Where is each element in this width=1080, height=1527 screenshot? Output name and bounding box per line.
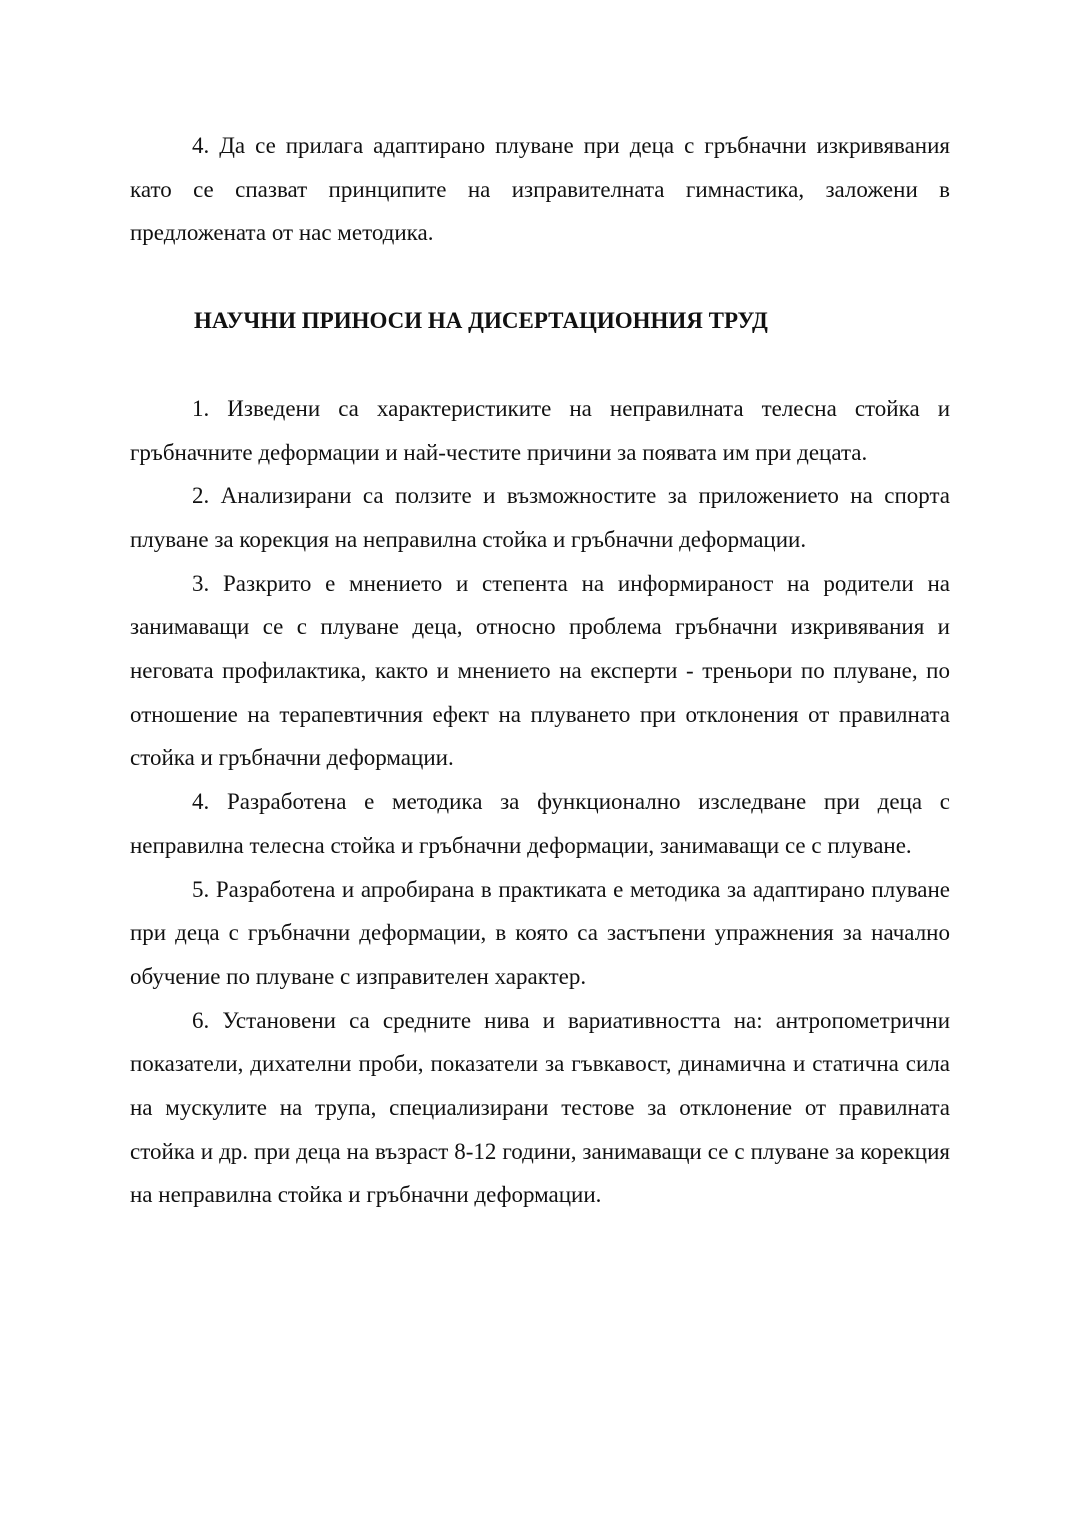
intro-item-text: Да се прилага адаптирано плуване при деца с гръбначни изкривявания като се спазват принципите на изправителната гимнастика, заложени в предложената от нас методика. [130,133,951,246]
contribution-item [130,999,950,1218]
intro-paragraph [130,124,950,255]
contribution-number: 6. [192,1007,210,1033]
section-heading: НАУЧНИ ПРИНОСИ НА ДИСЕРТАЦИОННИЯ ТРУД [194,308,768,334]
contribution-item [130,474,950,561]
contribution-item [130,562,950,781]
contribution-number: 4. [192,789,210,815]
contribution-text: Разработена и апробирана в практиката е методика за адаптирано плуване при деца с гръбначни деформации, в която са застъпени упражнения за начално обучение по плуване с изправителен характер. [130,876,950,989]
contribution-text: Разкрито е мнението и степента на информираност на родители на занимаващи се с плуване деца, относно проблема гръбначни изкривявания и неговата профилактика, както и мнението на експерти - треньори по плуване, по отношение на терапевтичния ефект на плуването при отклонения от правилната стойка и гръбначни деформации. [130,570,950,771]
contribution-text: Анализирани са ползите и възможностите за приложението на спорта плуване за корекция на неправилна стойка и гръбначни деформации. [130,483,950,552]
contribution-number: 2. [192,483,210,509]
contribution-number: 1. [192,395,210,421]
intro-item-number: 4. [192,133,210,158]
contribution-item [130,780,950,867]
contribution-text: Изведени са характеристиките на неправилната телесна стойка и гръбначните деформации и най-честите причини за появата им при децата. [130,395,950,465]
contribution-number: 5. [192,876,210,902]
contribution-item [130,868,950,999]
contribution-item [130,387,950,474]
contribution-number: 3. [192,570,210,596]
contribution-text: Установени са средните нива и вариативността на: антропометрични показатели, дихателни проби, показатели за гъвкавост, динамична и статична сила на мускулите на трупа, специализирани тестове за отклонение от правилната стойка и др. при деца на възраст 8-12 години, занимаващи се с плуване за корекция на неправилна стойка и гръбначни деформации. [130,1007,951,1208]
contribution-text: Разработена е методика за функционално изследване при деца с неправилна телесна стойка и гръбначни деформации, занимаващи се с плуване. [130,789,951,858]
document-page [130,124,950,1217]
